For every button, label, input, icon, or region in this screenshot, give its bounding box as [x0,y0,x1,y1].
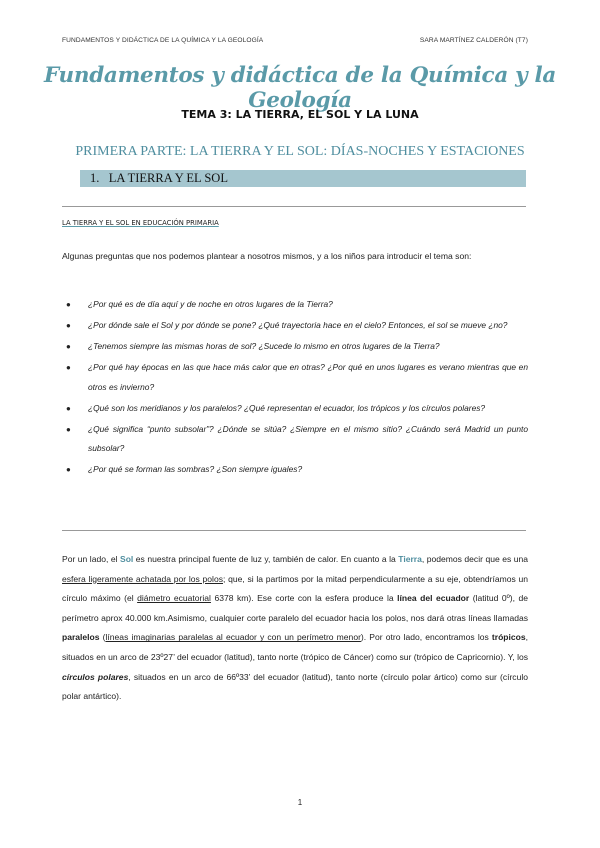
term-diametro: diámetro ecuatorial [137,593,211,604]
divider-bottom [62,530,526,531]
term-paralelos: paralelos [62,632,100,643]
body-paragraph: Por un lado, el Sol es nuestra principal fuente de luz y, también de calor. En cuanto a la Tierra, podemos decir que es una esfera ligeramente achatada por los polos; que, si la partimos por la mitad perpendicularmente a su eje, obtendríamos un círculo máximo (el diámetro ecuatorial 6378 km). Ese corte con la esfera produce la línea del ecuador (latitud 0º), de perímetro aprox 40.000 km.Asimismo, cualquier corte paralelo del ecuador hacia los polos, nos dará otras líneas llamadas paralelos (líneas imaginarias paralelas al ecuador y con un perímetro menor). Por otro lado, encontramos los trópicos, situados en un arco de 23º27’ del ecuador (latitud), tanto norte (trópico de Cáncer) como sur (trópico de Capricornio). Y, los círculos polares, situados en un arco de 66º33’ del ecuador (latitud), tanto norte (círculo polar ártico) como sur (círculo polar antártico). [62,554,529,702]
term-esfera: esfera ligeramente achatada por los polos [62,573,223,584]
bullet-icon: ● [66,403,71,413]
intro-paragraph: Algunas preguntas que nos podemos plantear a nosotros mismos, y a los niños para introducir el tema son: [62,251,472,261]
term-circulos-polares: círculos polares [62,671,129,682]
section-title: LA TIERRA Y EL SOL [108,171,228,185]
bullet-icon: ● [66,465,71,474]
page-number: 1 [297,798,303,807]
questions-list [66,295,528,481]
term-tierra: Tierra [398,554,422,564]
bullet-icon: ● [66,342,71,351]
section-number: 1. [90,171,100,185]
term-lineas-imaginarias: líneas imaginarias paralelas al ecuador y con un perímetro menor [105,632,361,643]
list-item: ● ¿Qué significa “punto subsolar”? ¿Dónde se sitúa? ¿Siempre en el mismo sitio? ¿Cuándo será Madrid un punto subsolar? [88,420,528,459]
bullet-icon: ● [66,300,71,309]
document-title: Fundamentos y didáctica de la Química y la Geología [43,63,557,113]
subsection-heading: LA TIERRA Y EL SOL EN EDUCACIÓN PRIMARIA [62,219,219,227]
header-author: SARA MARTÍNEZ CALDERÓN (T7) [419,37,528,44]
term-linea-ecuador: línea del ecuador [397,593,470,604]
bullet-icon: ● [66,424,71,434]
bullet-icon: ● [66,321,71,330]
list-item: ● ¿Por qué se forman las sombras? ¿Son siempre iguales? [88,460,528,480]
document-subtitle: TEMA 3: LA TIERRA, EL SOL Y LA LUNA [181,108,419,121]
bullet-icon: ● [66,363,71,372]
list-item: ● ¿Qué son los meridianos y los paralelos? ¿Qué representan el ecuador, los trópicos y los círculos polares? [88,399,528,419]
list-item: ● ¿Tenemos siempre las mismas horas de sol? ¿Sucede lo mismo en otros lugares de la Tierra? [88,337,528,357]
list-item: ● ¿Por qué es de día aquí y de noche en otros lugares de la Tierra? [88,295,528,315]
divider-top [62,206,526,207]
part-heading: PRIMERA PARTE: LA TIERRA Y EL SOL: DÍAS-NOCHES Y ESTACIONES [75,144,525,159]
header-course: FUNDAMENTOS Y DIDÁCTICA DE LA QUÍMICA Y LA GEOLOGÍA [62,37,264,44]
list-item: ● ¿Por qué hay épocas en las que hace más calor que en otras? ¿Por qué en unos lugares es verano mientras que en otros es invierno? [88,358,528,397]
term-sol: Sol [120,554,134,564]
section-heading [90,171,228,186]
term-tropicos: trópicos [491,632,526,643]
list-item: ● ¿Por dónde sale el Sol y por dónde se pone? ¿Qué trayectoria hace en el cielo? Entonces, el sol se mueve ¿no? [88,316,528,336]
